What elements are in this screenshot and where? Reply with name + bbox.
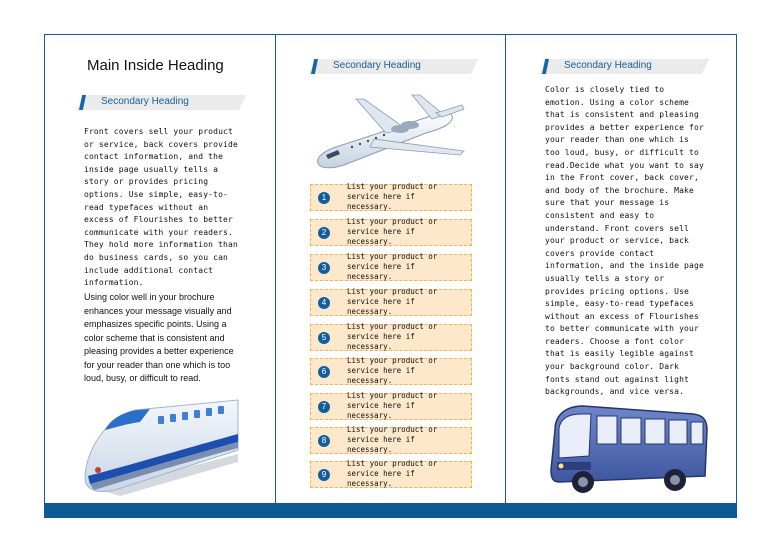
list-item [310, 324, 472, 351]
bus-icon [543, 400, 711, 496]
panel3-body-text: Color is closely tied to emotion. Using a color scheme that is consistent and pleasing provides a better experience for your reader than one which is too loud, busy, or difficult to read.Decide what you want to say in the Front cover, back cover, and body of the brochure. Make sure that your message is consistent and easy to understand. Front covers sell your product or service, back covers provide contact information, and the inside page usually tells a story or provides pricing options. Use simple, easy-to-read typefaces without an excess of Flourishes to better communicate with your readers. Choose a font color that is easily legible against your background color. Dark fonts stand out against light backgrounds, and vice versa. [545, 85, 704, 397]
secondary-heading-label: Secondary Heading [101, 96, 189, 107]
secondary-heading-panel2 [308, 59, 478, 74]
number-badge: 4 [318, 297, 330, 309]
bottom-bar [44, 503, 737, 518]
secondary-heading-label: Secondary Heading [564, 60, 652, 71]
panel-divider [275, 34, 276, 504]
list-item-text: List your product or service here if necessary. [347, 459, 438, 488]
airplane-icon [314, 93, 469, 175]
list-item [310, 461, 472, 488]
list-item [310, 427, 472, 454]
list-item [310, 289, 472, 316]
list-item-text: List your product or service here if necessary. [347, 252, 438, 281]
list-item [310, 254, 472, 281]
list-item-text: List your product or service here if necessary. [347, 356, 438, 385]
list-item [310, 358, 472, 385]
number-badge: 6 [318, 366, 330, 378]
list-item [310, 184, 472, 211]
secondary-heading-panel1 [76, 95, 246, 110]
list-item [310, 219, 472, 246]
bullet-train-icon [80, 398, 240, 496]
number-badge: 7 [318, 401, 330, 413]
panel1-body-text-sans: Using color well in your brochure enhances your message visually and emphasizes specific points. Using a color scheme that is consistent and pleasing provides a better experience for your reader than one which is too loud, busy, or difficult to read. [84, 292, 234, 383]
number-badge: 1 [318, 192, 330, 204]
number-badge: 9 [318, 469, 330, 481]
secondary-heading-label: Secondary Heading [333, 60, 421, 71]
number-badge: 3 [318, 262, 330, 274]
number-badge: 2 [318, 227, 330, 239]
panel-divider [505, 34, 506, 504]
list-item-text: List your product or service here if necessary. [347, 425, 438, 454]
number-badge: 5 [318, 332, 330, 344]
list-item-text: List your product or service here if necessary. [347, 391, 438, 420]
list-item [310, 393, 472, 420]
secondary-heading-panel3 [539, 59, 709, 74]
number-badge: 8 [318, 435, 330, 447]
list-item-text: List your product or service here if necessary. [347, 182, 438, 211]
list-item-text: List your product or service here if necessary. [347, 217, 438, 246]
list-item-text: List your product or service here if necessary. [347, 322, 438, 351]
panel1-body-text: Front covers sell your product or service, back covers provide contact information, and the inside page usually tells a story or provides pricing options. Use simple, easy-to- read typefaces without an excess of Flourishes to better communicate with your readers. They hold more information than do business cards, so you can include additional contact information. [84, 127, 238, 288]
list-item-text: List your product or service here if necessary. [347, 287, 438, 316]
main-heading: Main Inside Heading [87, 57, 224, 74]
